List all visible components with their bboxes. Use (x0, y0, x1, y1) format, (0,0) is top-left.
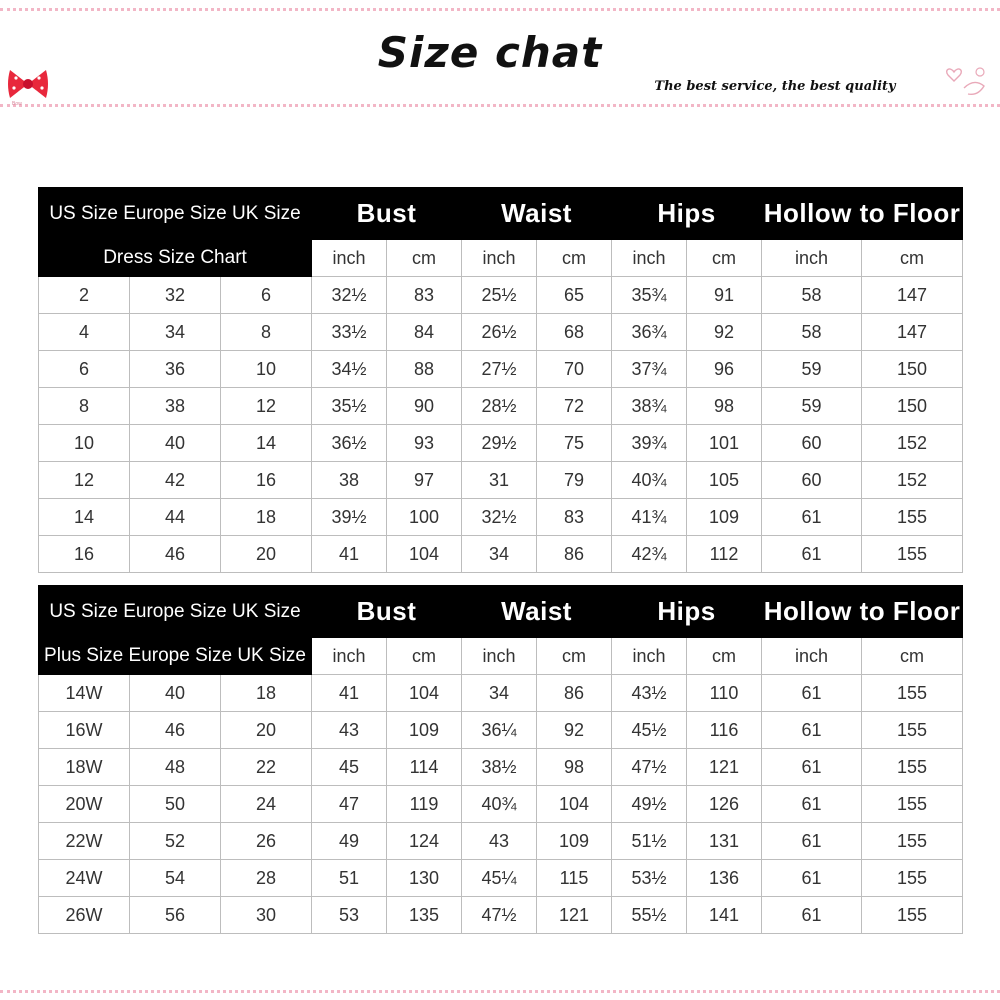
table-cell: 121 (537, 897, 612, 934)
table-cell: 28 (221, 860, 312, 897)
table-cell: 61 (762, 675, 862, 712)
table-cell: 36¼ (462, 712, 537, 749)
dress-table-body (39, 277, 963, 573)
unit-inch: inch (612, 638, 687, 675)
table-cell: 86 (537, 675, 612, 712)
plus-size-table (38, 585, 963, 934)
table-cell: 61 (762, 897, 862, 934)
heart-doodle-icon (944, 60, 992, 100)
table-cell: 92 (537, 712, 612, 749)
table-row (39, 351, 963, 388)
table-cell: 115 (537, 860, 612, 897)
table-cell: 135 (387, 897, 462, 934)
table-cell: 36¾ (612, 314, 687, 351)
table-cell: 124 (387, 823, 462, 860)
waist-header: Waist (462, 586, 612, 638)
table-cell: 155 (862, 536, 963, 573)
table-cell: 98 (537, 749, 612, 786)
table-cell: 126 (687, 786, 762, 823)
table-cell: 47½ (612, 749, 687, 786)
table-cell: 100 (387, 499, 462, 536)
table-cell: 20 (221, 536, 312, 573)
unit-inch: inch (612, 240, 687, 277)
table-cell: 18W (39, 749, 130, 786)
unit-row (39, 638, 963, 675)
table-cell: 83 (537, 499, 612, 536)
table-cell: 155 (862, 499, 963, 536)
table-cell: 86 (537, 536, 612, 573)
table-cell: 68 (537, 314, 612, 351)
table-cell: 34 (462, 675, 537, 712)
table-row (39, 277, 963, 314)
table-cell: 101 (687, 425, 762, 462)
table-cell: 53 (312, 897, 387, 934)
table-cell: 47½ (462, 897, 537, 934)
table-row (39, 425, 963, 462)
table-cell: 2 (39, 277, 130, 314)
table-cell: 40¾ (612, 462, 687, 499)
table-cell: 48 (130, 749, 221, 786)
table-cell: 40¾ (462, 786, 537, 823)
table-cell: 72 (537, 388, 612, 425)
table-cell: 147 (862, 277, 963, 314)
page-title: Size chat (377, 28, 603, 77)
table-cell: 97 (387, 462, 462, 499)
table-cell: 38 (130, 388, 221, 425)
table-cell: 50 (130, 786, 221, 823)
waist-header: Waist (462, 188, 612, 240)
table-cell: 155 (862, 897, 963, 934)
table-cell: 14W (39, 675, 130, 712)
bow-caption: Bow (12, 101, 22, 107)
table-cell: 34 (462, 536, 537, 573)
table-cell: 6 (39, 351, 130, 388)
table-cell: 43½ (612, 675, 687, 712)
table-cell: 26 (221, 823, 312, 860)
table-cell: 150 (862, 388, 963, 425)
table-cell: 110 (687, 675, 762, 712)
unit-inch: inch (762, 638, 862, 675)
table-cell: 59 (762, 388, 862, 425)
table-cell: 61 (762, 786, 862, 823)
unit-inch: inch (462, 240, 537, 277)
table-cell: 40 (130, 675, 221, 712)
table-cell: 52 (130, 823, 221, 860)
table-cell: 16 (221, 462, 312, 499)
table-cell: 31 (462, 462, 537, 499)
table-cell: 152 (862, 425, 963, 462)
bust-header: Bust (312, 188, 462, 240)
table-cell: 32½ (312, 277, 387, 314)
table-cell: 58 (762, 314, 862, 351)
table-cell: 12 (39, 462, 130, 499)
table-cell: 155 (862, 823, 963, 860)
table-cell: 150 (862, 351, 963, 388)
table-cell: 112 (687, 536, 762, 573)
table-cell: 88 (387, 351, 462, 388)
table-cell: 61 (762, 536, 862, 573)
table-cell: 155 (862, 860, 963, 897)
table-cell: 35¾ (612, 277, 687, 314)
table-row (39, 314, 963, 351)
table-cell: 36 (130, 351, 221, 388)
top-dotted-border (0, 8, 1000, 11)
table-cell: 93 (387, 425, 462, 462)
table-cell: 92 (687, 314, 762, 351)
table-cell: 41 (312, 675, 387, 712)
table-cell: 98 (687, 388, 762, 425)
hollow-to-floor-header: Hollow to Floor (762, 188, 963, 240)
table-cell: 147 (862, 314, 963, 351)
table-cell: 90 (387, 388, 462, 425)
table-row (39, 786, 963, 823)
unit-cm: cm (537, 638, 612, 675)
table-cell: 43 (312, 712, 387, 749)
plus-size-label: Plus Size Europe Size UK Size (39, 638, 312, 675)
table-cell: 22 (221, 749, 312, 786)
table-row (39, 462, 963, 499)
table-cell: 10 (39, 425, 130, 462)
table-cell: 20 (221, 712, 312, 749)
table-row (39, 675, 963, 712)
table-cell: 70 (537, 351, 612, 388)
table-cell: 51 (312, 860, 387, 897)
unit-inch: inch (312, 638, 387, 675)
table-cell: 121 (687, 749, 762, 786)
table-cell: 54 (130, 860, 221, 897)
hollow-to-floor-header: Hollow to Floor (762, 586, 963, 638)
table-row (39, 897, 963, 934)
table-cell: 49½ (612, 786, 687, 823)
table-cell: 116 (687, 712, 762, 749)
table-cell: 141 (687, 897, 762, 934)
unit-cm: cm (537, 240, 612, 277)
table-cell: 105 (687, 462, 762, 499)
table-cell: 119 (387, 786, 462, 823)
table-cell: 43 (462, 823, 537, 860)
table-cell: 46 (130, 536, 221, 573)
header-row (39, 188, 963, 240)
table-cell: 114 (387, 749, 462, 786)
table-cell: 130 (387, 860, 462, 897)
unit-cm: cm (687, 240, 762, 277)
table-cell: 75 (537, 425, 612, 462)
tagline: The best service, the best quality (654, 79, 896, 94)
table-cell: 91 (687, 277, 762, 314)
table-cell: 10 (221, 351, 312, 388)
hips-header: Hips (612, 188, 762, 240)
table-cell: 51½ (612, 823, 687, 860)
table-cell: 152 (862, 462, 963, 499)
table-cell: 6 (221, 277, 312, 314)
table-cell: 18 (221, 675, 312, 712)
header-dotted-divider (0, 104, 1000, 107)
table-cell: 41 (312, 536, 387, 573)
table-cell: 61 (762, 499, 862, 536)
table-cell: 131 (687, 823, 762, 860)
dress-size-table (38, 187, 963, 573)
table-cell: 38¾ (612, 388, 687, 425)
table-cell: 42¾ (612, 536, 687, 573)
table-cell: 60 (762, 425, 862, 462)
table-cell: 8 (221, 314, 312, 351)
table-cell: 47 (312, 786, 387, 823)
table-row (39, 860, 963, 897)
table-cell: 136 (687, 860, 762, 897)
table-cell: 84 (387, 314, 462, 351)
table-cell: 58 (762, 277, 862, 314)
table-cell: 61 (762, 712, 862, 749)
table-cell: 79 (537, 462, 612, 499)
table-cell: 32 (130, 277, 221, 314)
table-cell: 38½ (462, 749, 537, 786)
table-cell: 53½ (612, 860, 687, 897)
bottom-dotted-border (0, 990, 1000, 993)
table-cell: 28½ (462, 388, 537, 425)
table-row (39, 823, 963, 860)
table-cell: 155 (862, 675, 963, 712)
header-row (39, 586, 963, 638)
table-cell: 45 (312, 749, 387, 786)
table-cell: 37¾ (612, 351, 687, 388)
table-cell: 83 (387, 277, 462, 314)
unit-inch: inch (462, 638, 537, 675)
table-cell: 65 (537, 277, 612, 314)
table-cell: 40 (130, 425, 221, 462)
table-cell: 4 (39, 314, 130, 351)
table-cell: 109 (687, 499, 762, 536)
unit-cm: cm (387, 240, 462, 277)
table-cell: 61 (762, 860, 862, 897)
size-labels-header: US Size Europe Size UK Size (39, 586, 312, 638)
table-cell: 32½ (462, 499, 537, 536)
unit-row (39, 240, 963, 277)
table-cell: 41¾ (612, 499, 687, 536)
table-cell: 14 (39, 499, 130, 536)
dress-size-chart-label: Dress Size Chart (39, 240, 312, 277)
table-cell: 109 (537, 823, 612, 860)
table-cell: 18 (221, 499, 312, 536)
hips-header: Hips (612, 586, 762, 638)
table-cell: 12 (221, 388, 312, 425)
table-row (39, 536, 963, 573)
bust-header: Bust (312, 586, 462, 638)
table-cell: 61 (762, 823, 862, 860)
table-cell: 104 (387, 675, 462, 712)
table-row (39, 749, 963, 786)
table-cell: 26W (39, 897, 130, 934)
unit-cm: cm (862, 240, 963, 277)
table-cell: 59 (762, 351, 862, 388)
size-labels-header: US Size Europe Size UK Size (39, 188, 312, 240)
table-row (39, 499, 963, 536)
bow-icon (6, 66, 50, 102)
table-cell: 109 (387, 712, 462, 749)
table-cell: 29½ (462, 425, 537, 462)
table-cell: 61 (762, 749, 862, 786)
unit-inch: inch (762, 240, 862, 277)
table-cell: 16W (39, 712, 130, 749)
unit-cm: cm (862, 638, 963, 675)
table-cell: 25½ (462, 277, 537, 314)
table-cell: 34 (130, 314, 221, 351)
table-cell: 39½ (312, 499, 387, 536)
table-cell: 42 (130, 462, 221, 499)
table-cell: 104 (387, 536, 462, 573)
table-cell: 33½ (312, 314, 387, 351)
table-cell: 45½ (612, 712, 687, 749)
table-cell: 36½ (312, 425, 387, 462)
table-cell: 20W (39, 786, 130, 823)
table-cell: 46 (130, 712, 221, 749)
table-cell: 24 (221, 786, 312, 823)
table-cell: 35½ (312, 388, 387, 425)
table-cell: 34½ (312, 351, 387, 388)
table-cell: 22W (39, 823, 130, 860)
table-cell: 38 (312, 462, 387, 499)
unit-inch: inch (312, 240, 387, 277)
table-cell: 155 (862, 786, 963, 823)
table-cell: 24W (39, 860, 130, 897)
table-cell: 55½ (612, 897, 687, 934)
table-cell: 60 (762, 462, 862, 499)
table-cell: 155 (862, 749, 963, 786)
table-cell: 14 (221, 425, 312, 462)
table-row (39, 712, 963, 749)
table-cell: 56 (130, 897, 221, 934)
plus-table-body (39, 675, 963, 934)
table-row (39, 388, 963, 425)
unit-cm: cm (387, 638, 462, 675)
table-cell: 104 (537, 786, 612, 823)
table-cell: 26½ (462, 314, 537, 351)
table-cell: 16 (39, 536, 130, 573)
table-cell: 155 (862, 712, 963, 749)
table-cell: 44 (130, 499, 221, 536)
table-cell: 39¾ (612, 425, 687, 462)
table-cell: 8 (39, 388, 130, 425)
unit-cm: cm (687, 638, 762, 675)
table-cell: 45¼ (462, 860, 537, 897)
table-cell: 96 (687, 351, 762, 388)
table-cell: 49 (312, 823, 387, 860)
table-cell: 30 (221, 897, 312, 934)
table-cell: 27½ (462, 351, 537, 388)
